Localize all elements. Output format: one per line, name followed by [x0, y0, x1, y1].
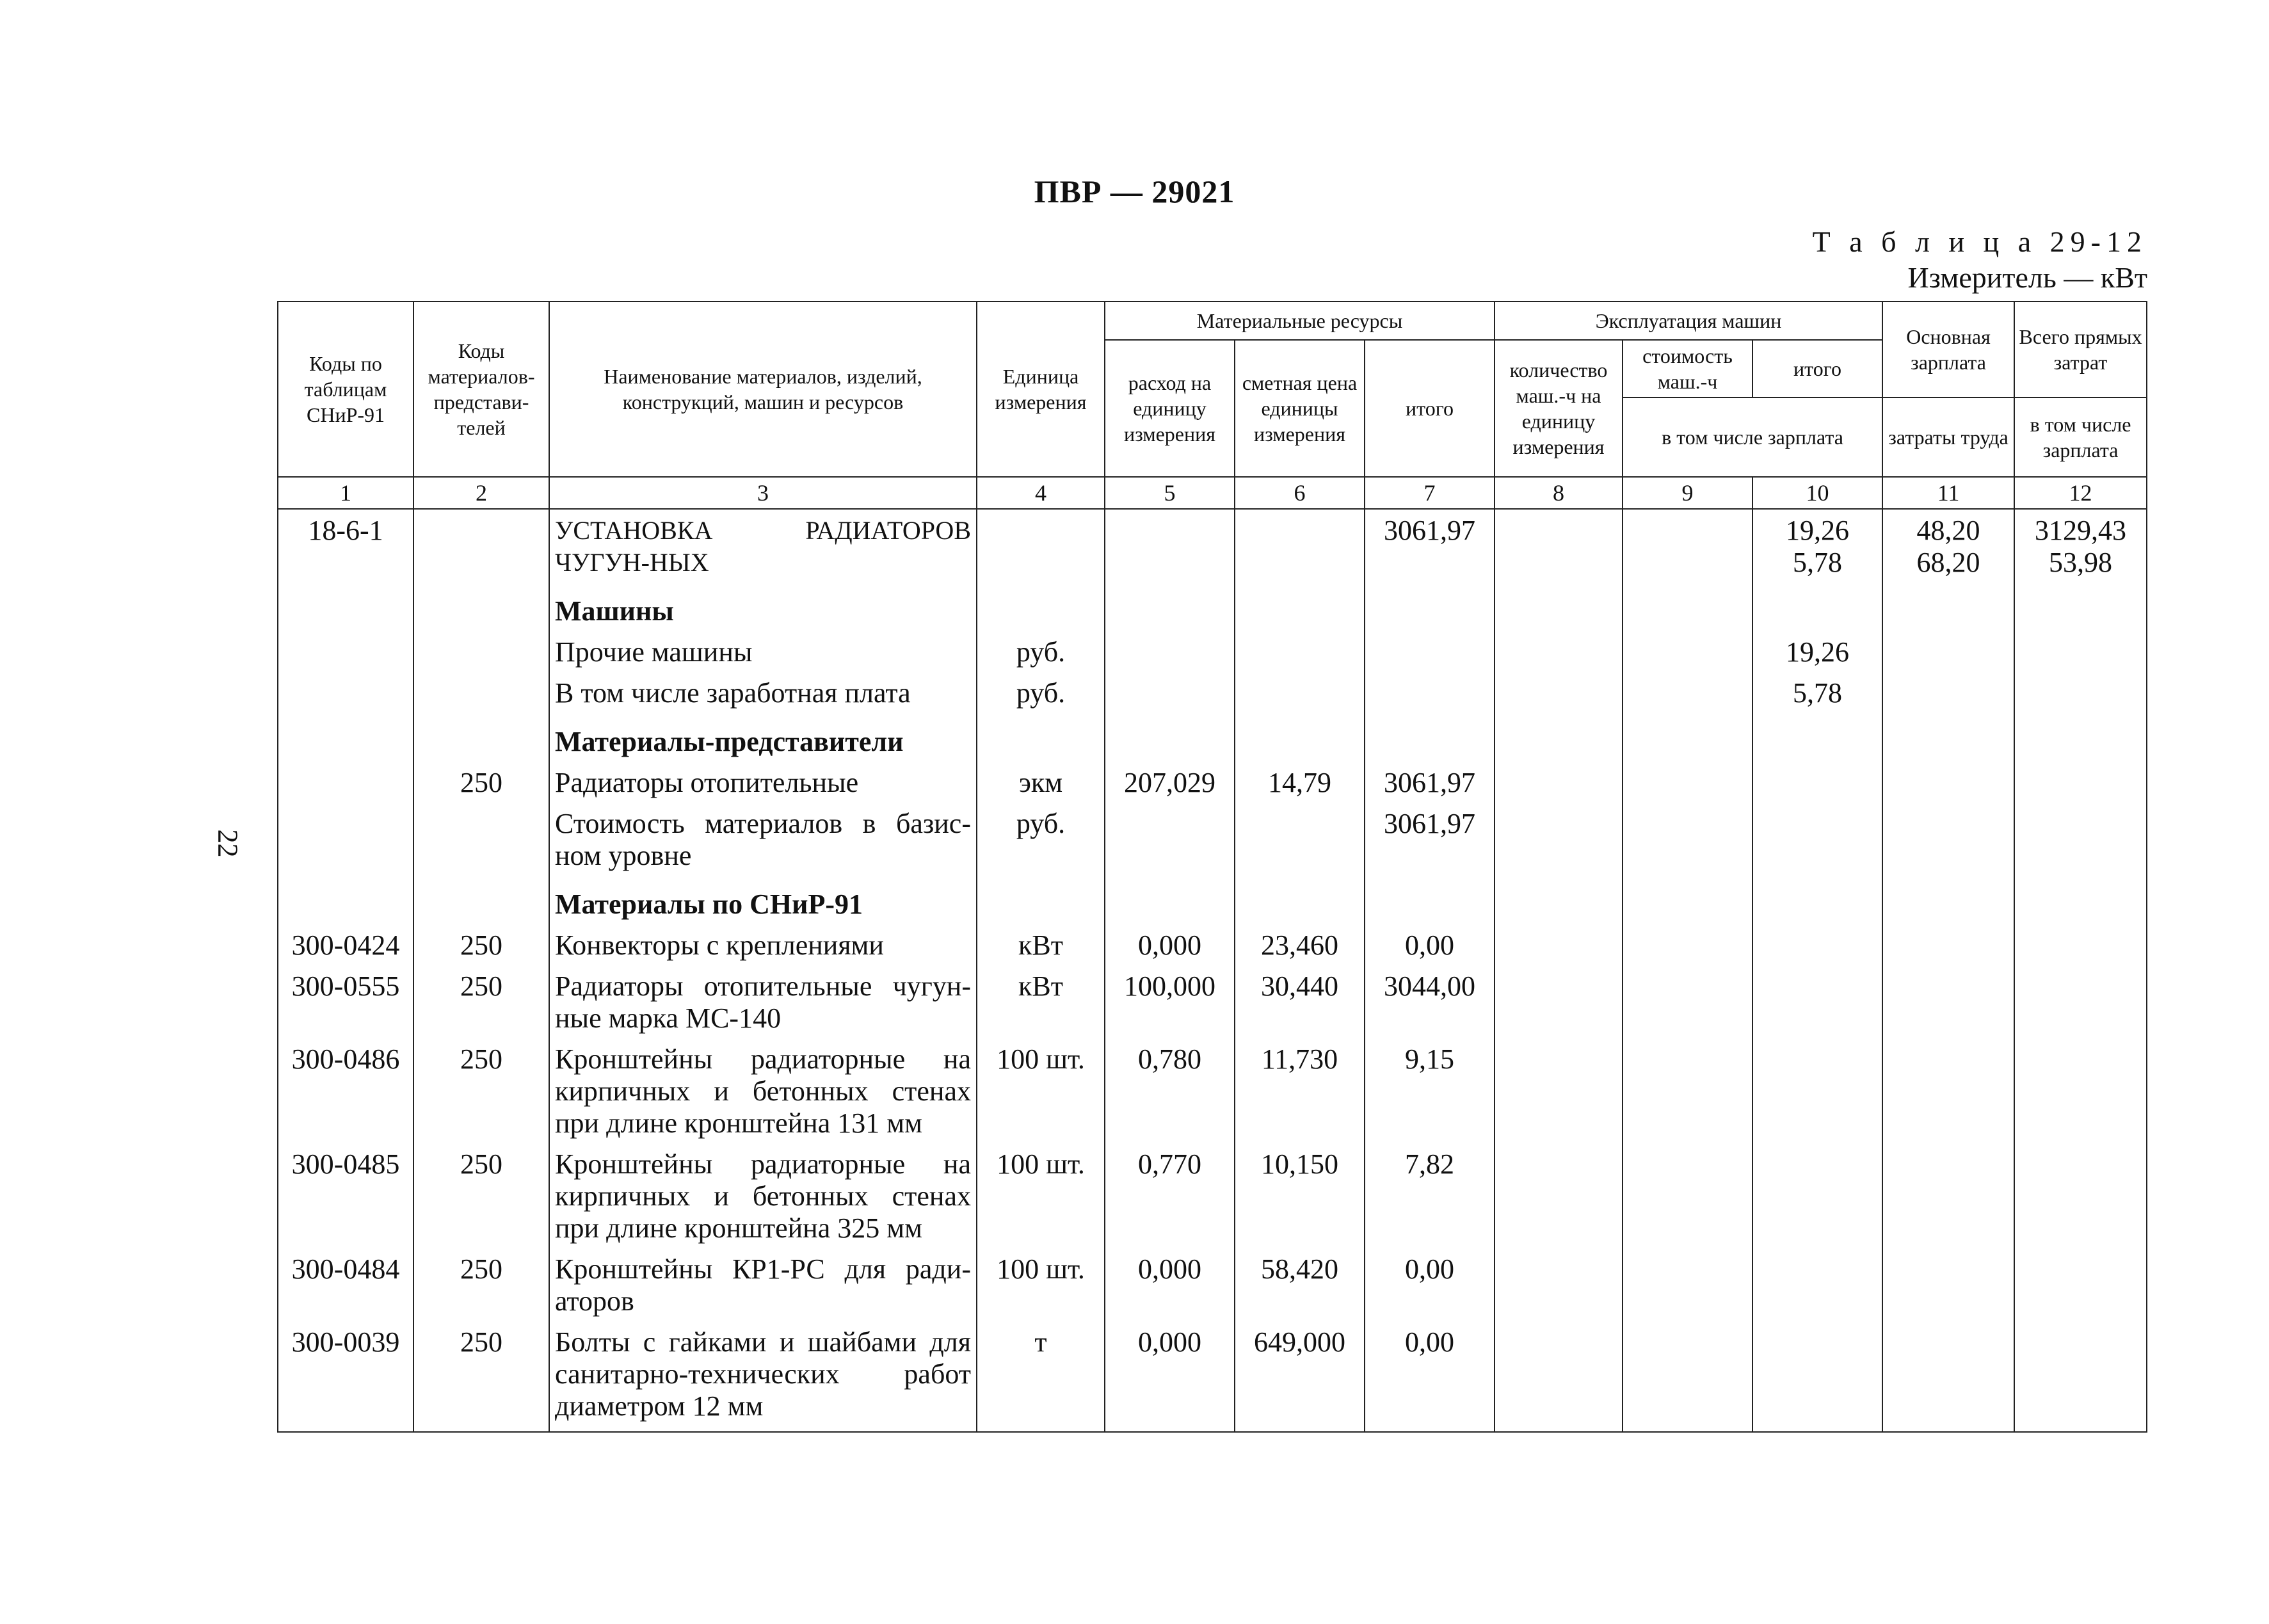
- table-row: [278, 672, 2147, 713]
- row-unit: руб.: [977, 672, 1105, 713]
- row-consumption: 0,000: [1105, 1248, 1235, 1321]
- labor-cost-value: 68,20: [1916, 547, 1980, 578]
- header-machine-hour-cost: стоимость маш.-ч: [1623, 340, 1752, 398]
- column-number: 6: [1235, 477, 1365, 509]
- row-name: Кронштейны КР1-РС для ради-аторов: [549, 1248, 977, 1321]
- header-codes-materials: Коды материалов-представи-телей: [413, 301, 549, 477]
- column-number: 7: [1365, 477, 1495, 509]
- row-code2: 250: [413, 924, 549, 965]
- column-number: 8: [1495, 477, 1623, 509]
- total-direct-value: 3129,43: [2035, 515, 2127, 546]
- column-number: 5: [1105, 477, 1235, 509]
- header-machine-operation: Эксплуатация машин: [1495, 301, 1882, 340]
- column-number: 11: [1882, 477, 2014, 509]
- page-number: 22: [212, 829, 244, 858]
- section-title-representative: Материалы-представители: [549, 713, 977, 762]
- header-unit: Единица измерения: [977, 301, 1105, 477]
- machine-total: 19,26: [1752, 631, 1882, 672]
- column-number: 1: [278, 477, 413, 509]
- row-code2: 250: [413, 1248, 549, 1321]
- row-code2: 250: [413, 965, 549, 1038]
- table-row: [278, 803, 2147, 876]
- header-codes-snir: Коды по таблицам СНиР-91: [278, 301, 413, 477]
- row-unit: 100 шт.: [977, 1248, 1105, 1321]
- row-unit: 100 шт.: [977, 1143, 1105, 1248]
- total-salary-value: 53,98: [2049, 547, 2113, 578]
- row-code2: 250: [413, 762, 549, 803]
- row-name: УСТАНОВКА РАДИАТОРОВ ЧУГУН-НЫХ: [549, 509, 977, 583]
- table-row: [278, 1248, 2147, 1321]
- row-code2: 250: [413, 1321, 549, 1432]
- material-total: 3061,97: [1365, 509, 1495, 583]
- section-row: [278, 876, 2147, 924]
- table-row: [278, 631, 2147, 672]
- row-unit-price: 14,79: [1235, 762, 1365, 803]
- row-code: 300-0424: [278, 924, 413, 965]
- row-unit: т: [977, 1321, 1105, 1432]
- column-number: 12: [2014, 477, 2147, 509]
- row-unit: кВт: [977, 924, 1105, 965]
- row-consumption: 0,000: [1105, 1321, 1235, 1432]
- row-unit-price: 11,730: [1235, 1038, 1365, 1143]
- row-material-total: 0,00: [1365, 924, 1495, 965]
- document-title: ПВР — 29021: [1034, 173, 1235, 209]
- header-base-salary: Основная зарплата: [1882, 301, 2014, 398]
- table-row: [278, 965, 2147, 1038]
- machine-total: [1752, 509, 1882, 583]
- row-material-total: 3061,97: [1365, 762, 1495, 803]
- row-name: Стоимость материалов в базис-ном уровне: [549, 803, 977, 876]
- row-consumption: 0,000: [1105, 924, 1235, 965]
- row-material-total: 7,82: [1365, 1143, 1495, 1248]
- row-name: Радиаторы отопительные чугун-ные марка МС-140: [549, 965, 977, 1038]
- row-unit: руб.: [977, 803, 1105, 876]
- row-unit: экм: [977, 762, 1105, 803]
- table-row: [278, 762, 2147, 803]
- column-number-row: [278, 477, 2147, 509]
- row-unit: 100 шт.: [977, 1038, 1105, 1143]
- header-machine-total: итого: [1752, 340, 1882, 398]
- column-number: 3: [549, 477, 977, 509]
- row-unit-price: 23,460: [1235, 924, 1365, 965]
- section-row: [278, 583, 2147, 631]
- row-unit-price: 649,000: [1235, 1321, 1365, 1432]
- table-row: [278, 1321, 2147, 1432]
- total-direct: [2014, 509, 2147, 583]
- row-unit: руб.: [977, 631, 1105, 672]
- column-number: 2: [413, 477, 549, 509]
- table-number: Т а б л и ц а 29-12: [1812, 225, 2147, 258]
- row-unit: кВт: [977, 965, 1105, 1038]
- column-number: 10: [1752, 477, 1882, 509]
- row-code: 300-0484: [278, 1248, 413, 1321]
- row-material-total: 0,00: [1365, 1321, 1495, 1432]
- header-material-resources: Материальные ресурсы: [1105, 301, 1495, 340]
- row-consumption: 100,000: [1105, 965, 1235, 1038]
- row-code2: 250: [413, 1143, 549, 1248]
- row-name: Кронштейны радиаторные на кирпичных и бетонных стенах при длине кронштейна 131 мм: [549, 1038, 977, 1143]
- section-title-machines: Машины: [549, 583, 977, 631]
- header-material-total: итого: [1365, 340, 1495, 477]
- row-unit-price: 10,150: [1235, 1143, 1365, 1248]
- column-number: 9: [1623, 477, 1752, 509]
- table-body: [278, 509, 2147, 1432]
- column-number: 4: [977, 477, 1105, 509]
- header-unit-price: сметная цена единицы измерения: [1235, 340, 1365, 477]
- base-salary-value: 48,20: [1916, 515, 1980, 546]
- table-header: [278, 301, 2147, 509]
- row-material-total: 9,15: [1365, 1038, 1495, 1143]
- row-code: 300-0039: [278, 1321, 413, 1432]
- resource-table: [277, 301, 2147, 1433]
- row-name: Радиаторы отопительные: [549, 762, 977, 803]
- row-name: Кронштейны радиаторные на кирпичных и бетонных стенах при длине кронштейна 325 мм: [549, 1143, 977, 1248]
- header-machine-salary: в том числе зарплата: [1623, 398, 1882, 477]
- header-total-direct: Всего прямых затрат: [2014, 301, 2147, 398]
- table-row: [278, 1038, 2147, 1143]
- base-salary: [1882, 509, 2014, 583]
- row-code: 300-0486: [278, 1038, 413, 1143]
- row-name: В том числе заработная плата: [549, 672, 977, 713]
- row-unit-price: 30,440: [1235, 965, 1365, 1038]
- machine-salary-value: 5,78: [1793, 547, 1843, 578]
- row-consumption: 0,770: [1105, 1143, 1235, 1248]
- row-name: Прочие машины: [549, 631, 977, 672]
- header-name: Наименование материалов, изделий, конструкций, машин и ресурсов: [549, 301, 977, 477]
- header-labor-cost: затраты труда: [1882, 398, 2014, 477]
- row-code2: 250: [413, 1038, 549, 1143]
- row-consumption: 207,029: [1105, 762, 1235, 803]
- row-code: 18-6-1: [278, 509, 413, 583]
- row-material-total: 3044,00: [1365, 965, 1495, 1038]
- row-name: Болты с гайками и шайбами для санитарно-технических работ диаметром 12 мм: [549, 1321, 977, 1432]
- table-measure: Измеритель — кВт: [1907, 261, 2147, 294]
- row-name: Конвекторы с креплениями: [549, 924, 977, 965]
- section-title-snir: Материалы по СНиР-91: [549, 876, 977, 924]
- row-code: 300-0555: [278, 965, 413, 1038]
- row-material-total: 3061,97: [1365, 803, 1495, 876]
- table-caption: [1813, 224, 2147, 296]
- header-machine-hours: количество маш.-ч на единицу измерения: [1495, 340, 1623, 477]
- table-row: [278, 924, 2147, 965]
- row-material-total: 0,00: [1365, 1248, 1495, 1321]
- header-total-salary: в том числе зарплата: [2014, 398, 2147, 477]
- table-row: [278, 509, 2147, 583]
- machine-total: 5,78: [1752, 672, 1882, 713]
- table-row: [278, 1143, 2147, 1248]
- machine-total-value: 19,26: [1786, 515, 1850, 546]
- row-code: 300-0485: [278, 1143, 413, 1248]
- section-row: [278, 713, 2147, 762]
- row-unit-price: 58,420: [1235, 1248, 1365, 1321]
- row-consumption: 0,780: [1105, 1038, 1235, 1143]
- header-consumption: расход на единицу измерения: [1105, 340, 1235, 477]
